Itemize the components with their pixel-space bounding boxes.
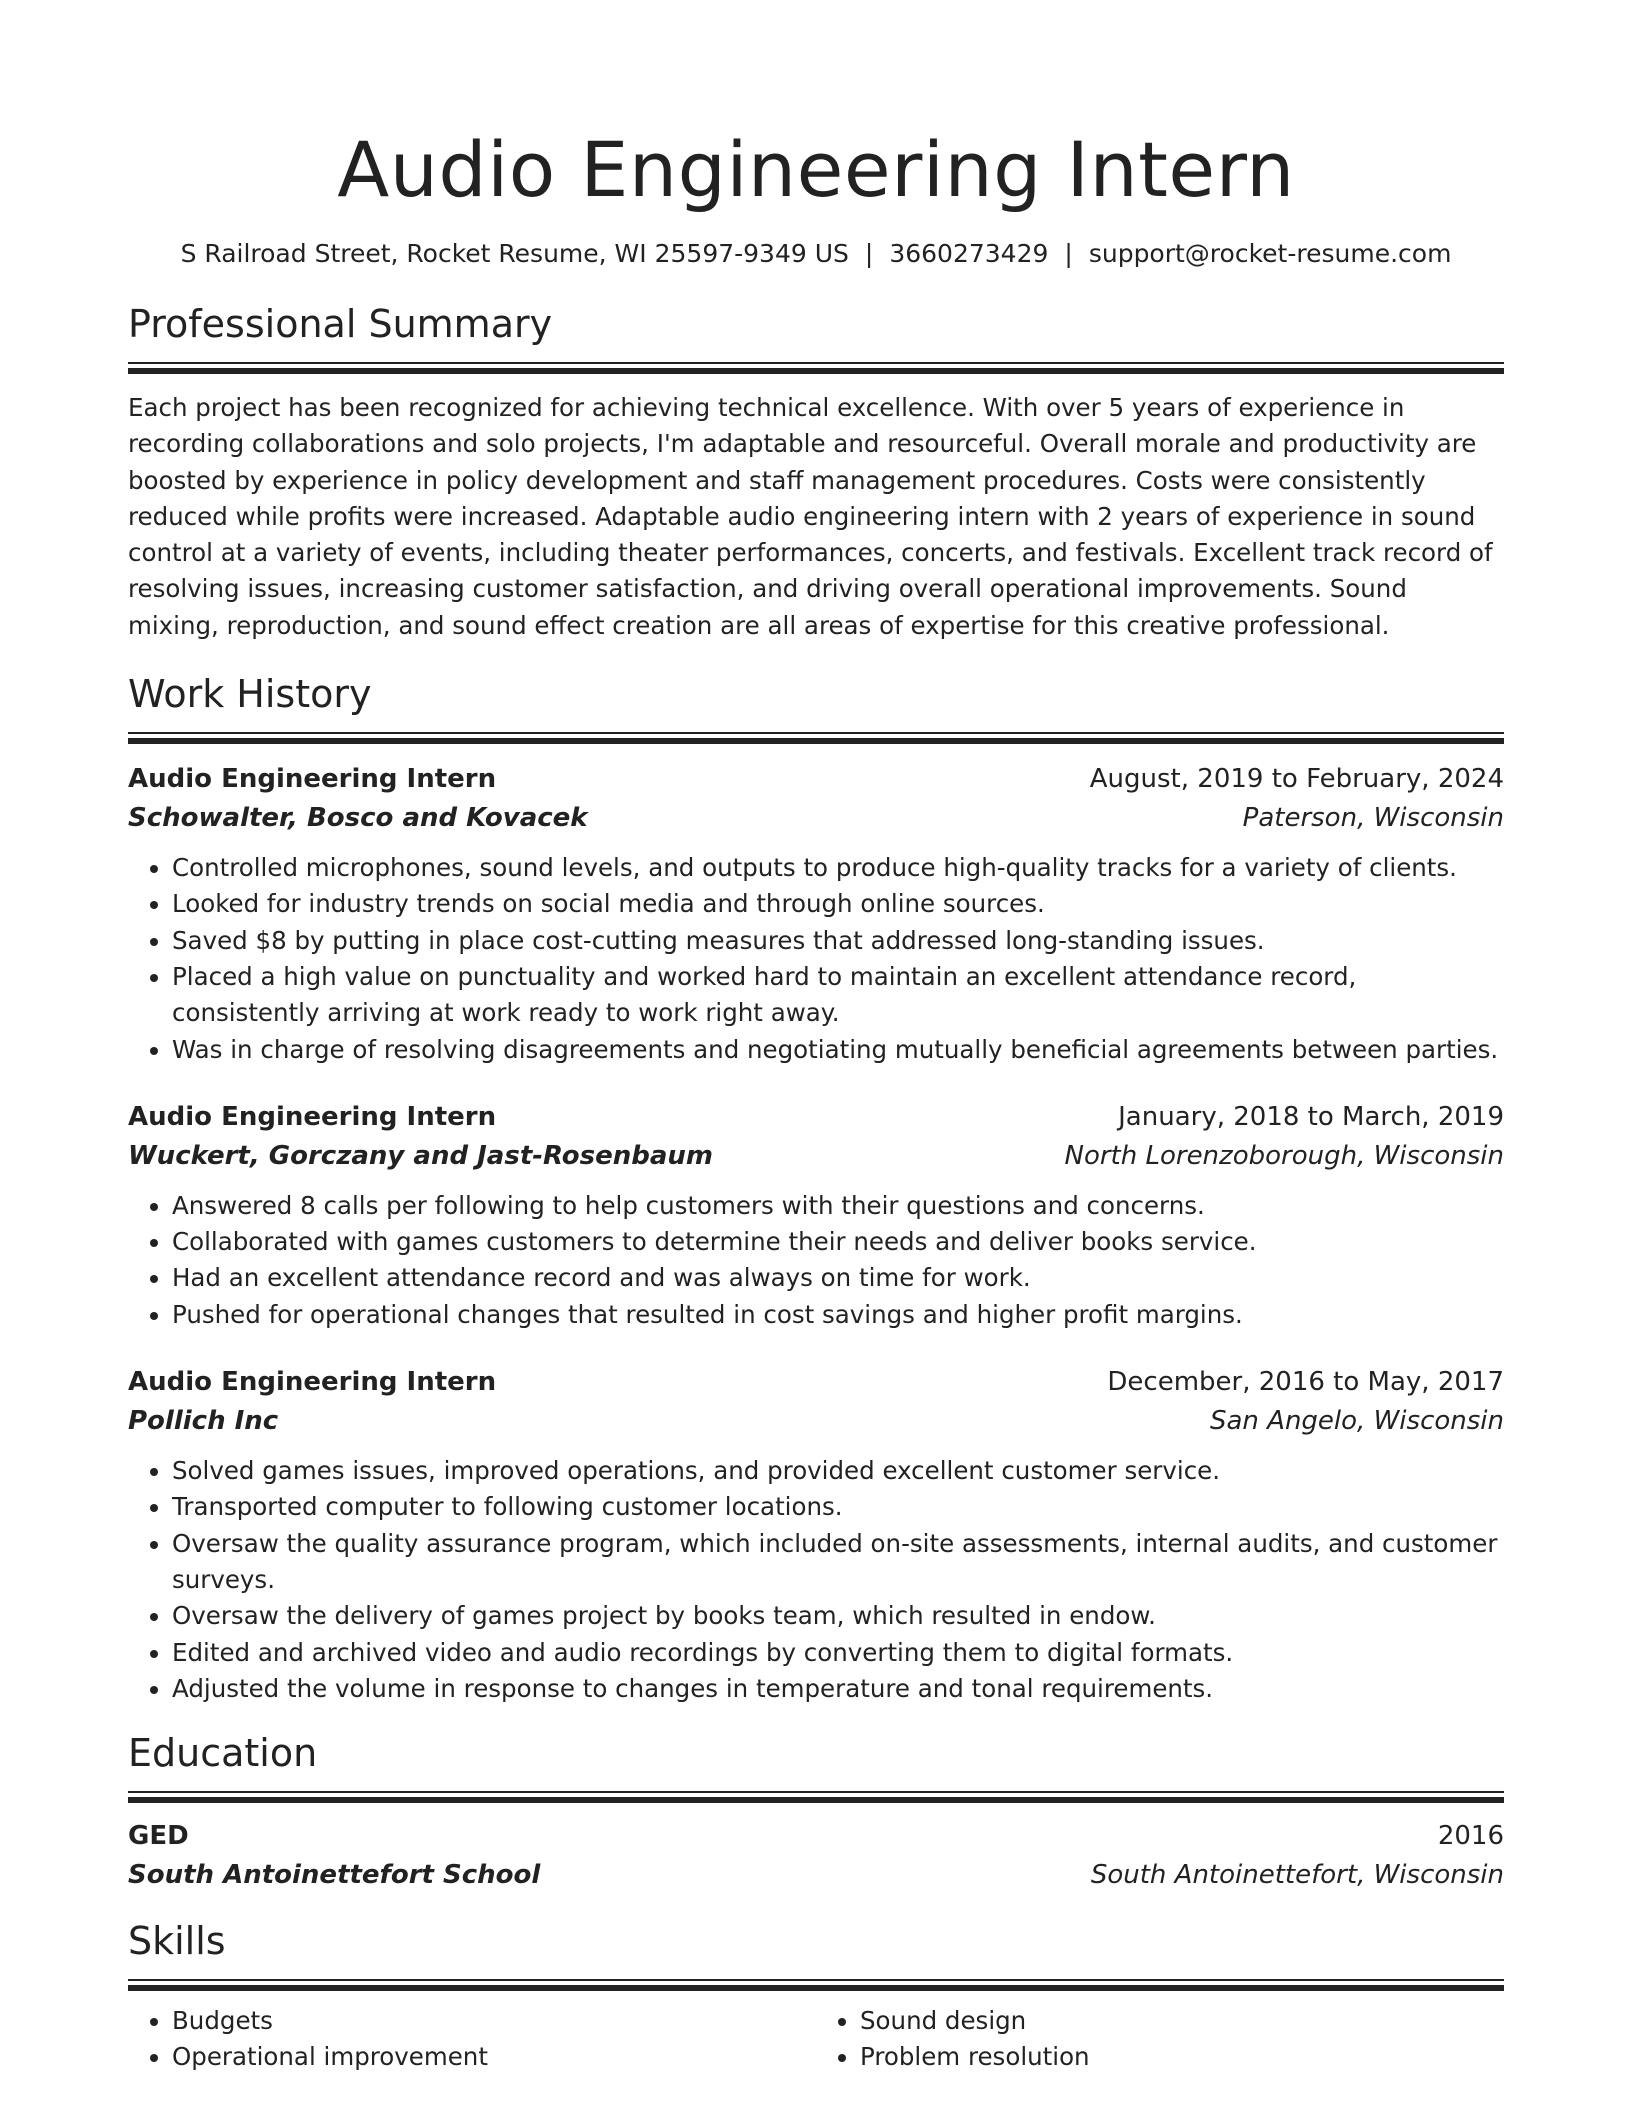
divider xyxy=(128,738,1504,744)
skills-column-right xyxy=(816,2003,1504,2076)
job-dates: January, 2018 to March, 2019 xyxy=(1118,1101,1504,1132)
summary-section xyxy=(128,300,1504,644)
skill-item: • Operational improvement xyxy=(172,2039,816,2075)
education-entry xyxy=(128,1817,1504,1895)
email: support@rocket-resume.com xyxy=(1088,239,1452,268)
list-item: • Saved $8 by putting in place cost-cutting measures that addressed long-standing issues. xyxy=(172,923,1504,959)
school-name: South Antoinettefort School xyxy=(128,1860,541,1891)
school-location: South Antoinettefort, Wisconsin xyxy=(1090,1860,1504,1891)
list-item: • Was in charge of resolving disagreements and negotiating mutually beneficial agreements between parties. xyxy=(172,1032,1504,1068)
skills-list xyxy=(128,1991,1504,2076)
divider xyxy=(128,1797,1504,1803)
section-title: Professional Summary xyxy=(128,302,553,346)
resume-page xyxy=(128,0,1504,2076)
job-entry xyxy=(128,760,1504,1068)
job-location: San Angelo, Wisconsin xyxy=(1209,1406,1504,1437)
section-title: Skills xyxy=(128,1919,226,1964)
job-entry xyxy=(128,1098,1504,1333)
list-item: • Oversaw the delivery of games project by books team, which resulted in endow. xyxy=(172,1598,1504,1634)
divider xyxy=(128,368,1504,374)
job-entry xyxy=(128,1363,1504,1707)
skills-section xyxy=(128,1917,1504,2076)
resume-name: Audio Engineering Intern xyxy=(337,125,1295,214)
address: S Railroad Street, Rocket Resume, WI 25597-9349 US xyxy=(180,239,849,268)
list-item: • Solved games issues, improved operations, and provided excellent customer service. xyxy=(172,1453,1504,1489)
divider xyxy=(128,362,1504,364)
list-item: • Pushed for operational changes that resulted in cost savings and higher profit margins. xyxy=(172,1297,1504,1333)
divider xyxy=(128,1791,1504,1793)
job-dates: August, 2019 to February, 2024 xyxy=(1089,764,1504,795)
job-title: Audio Engineering Intern xyxy=(128,764,497,795)
phone: 3660273429 xyxy=(889,239,1049,268)
list-item: • Controlled microphones, sound levels, and outputs to produce high-quality tracks for a variety of clients. xyxy=(172,850,1504,886)
skill-item: • Sound design xyxy=(860,2003,1504,2039)
skill-item: • Problem resolution xyxy=(860,2039,1504,2075)
list-item: • Looked for industry trends on social media and through online sources. xyxy=(172,886,1504,922)
skill-item: • Budgets xyxy=(172,2003,816,2039)
job-location: North Lorenzoborough, Wisconsin xyxy=(1064,1140,1504,1171)
job-company: Pollich Inc xyxy=(128,1406,279,1437)
separator: | xyxy=(864,239,874,268)
job-title: Audio Engineering Intern xyxy=(128,1101,497,1132)
degree: GED xyxy=(128,1821,189,1852)
summary-text: Each project has been recognized for achieving technical excellence. With over 5 years of experience in recording collaborations and solo projects, I'm adaptable and resourceful. Overall morale and productivity are boosted by experience in policy development and staff management procedures. Costs were consistently reduced while profits were increased. Adaptable audio engineering intern with 2 years of experience in sound control at a variety of events, including theater performances, concerts, and festivals. Excellent track record of resolving issues, increasing customer satisfaction, and driving overall operational improvements. Sound mixing, reproduction, and sound effect creation are all areas of expertise for this creative professional. xyxy=(128,393,1493,640)
education-year: 2016 xyxy=(1437,1821,1504,1852)
list-item: • Adjusted the volume in response to changes in temperature and tonal requirements. xyxy=(172,1671,1504,1707)
contact-line xyxy=(128,236,1504,272)
job-location: Paterson, Wisconsin xyxy=(1242,803,1504,834)
list-item: • Answered 8 calls per following to help customers with their questions and concerns. xyxy=(172,1188,1504,1224)
job-company: Wuckert, Gorczany and Jast-Rosenbaum xyxy=(128,1140,713,1171)
job-bullets xyxy=(128,1453,1504,1707)
job-bullets xyxy=(128,850,1504,1068)
section-title: Education xyxy=(128,1731,318,1776)
section-title: Work History xyxy=(128,672,372,717)
list-item: • Placed a high value on punctuality and worked hard to maintain an excellent attendance record, consistently arriving at work ready to work right away. xyxy=(172,959,1504,1032)
skills-column-left xyxy=(128,2003,816,2076)
divider xyxy=(128,1979,1504,1981)
list-item: • Had an excellent attendance record and was always on time for work. xyxy=(172,1260,1504,1296)
job-dates: December, 2016 to May, 2017 xyxy=(1107,1367,1504,1398)
job-company: Schowalter, Bosco and Kovacek xyxy=(128,803,588,834)
job-title: Audio Engineering Intern xyxy=(128,1367,497,1398)
list-item: • Transported computer to following customer locations. xyxy=(172,1489,1504,1525)
work-section xyxy=(128,670,1504,1707)
separator: | xyxy=(1064,239,1073,268)
list-item: • Edited and archived video and audio recordings by converting them to digital formats. xyxy=(172,1635,1504,1671)
list-item: • Collaborated with games customers to determine their needs and deliver books service. xyxy=(172,1224,1504,1260)
education-section xyxy=(128,1729,1504,1895)
job-bullets xyxy=(128,1188,1504,1333)
divider xyxy=(128,732,1504,734)
list-item: • Oversaw the quality assurance program, which included on-site assessments, internal audits, and customer surveys. xyxy=(172,1526,1504,1599)
